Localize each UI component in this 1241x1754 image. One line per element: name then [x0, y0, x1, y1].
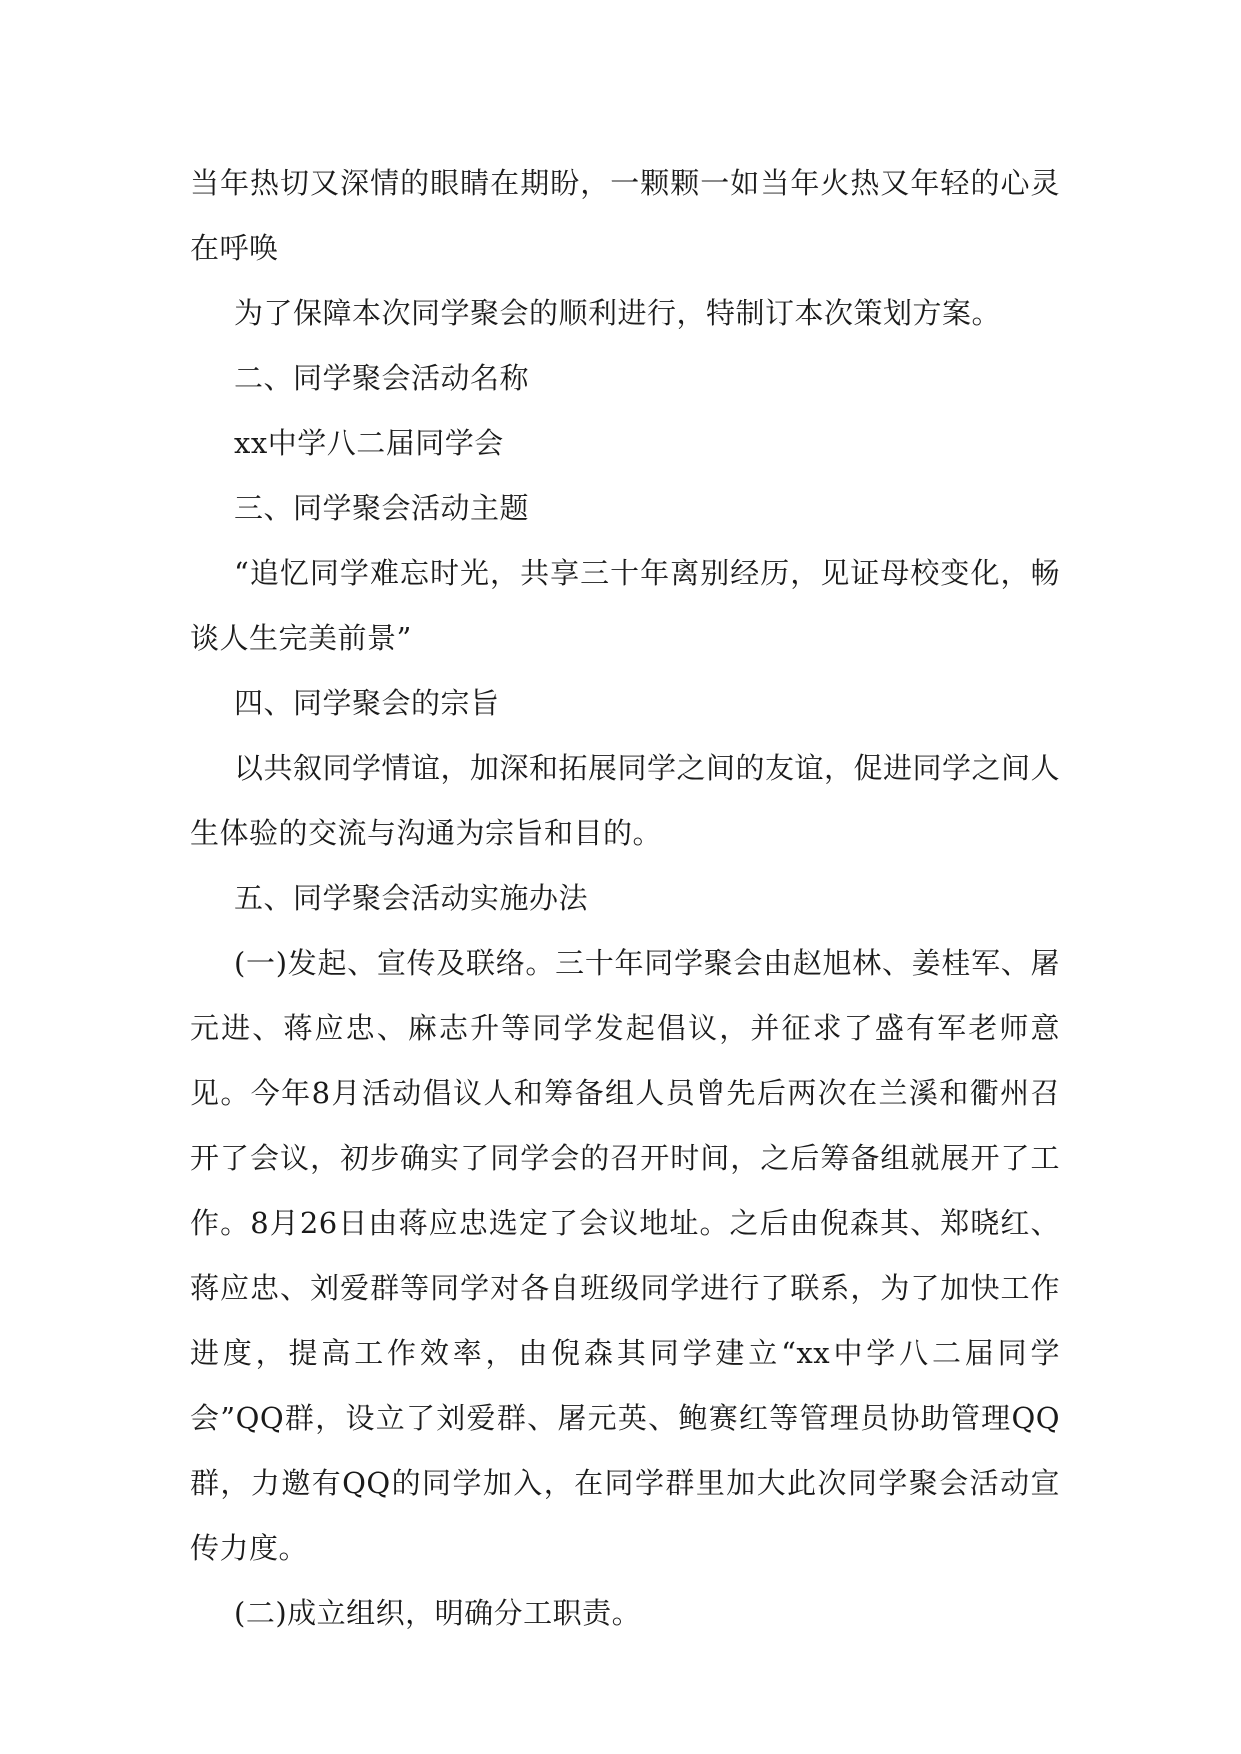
paragraph-organization: (二)成立组织，明确分工职责。	[234, 1596, 642, 1630]
section-heading-implementation: 五、同学聚会活动实施办法	[234, 881, 589, 915]
document-body	[190, 151, 1060, 1646]
paragraph-intro-continued: 当年热切又深情的眼睛在期盼，一颗颗一如当年火热又年轻的心灵在呼唤	[190, 166, 1060, 265]
paragraph-theme: “追忆同学难忘时光，共享三十年离别经历，见证母校变化，畅谈人生完美前景”	[190, 556, 1060, 655]
paragraph-event-name: xx中学八二届同学会	[234, 426, 504, 460]
paragraph-aim: 以共叙同学情谊，加深和拓展同学之间的友谊，促进同学之间人生体验的交流与沟通为宗旨和目的。	[190, 751, 1061, 850]
paragraph-initiation-publicity: (一)发起、宣传及联络。三十年同学聚会由赵旭林、姜桂军、屠元进、蒋应忠、麻志升等同学发起倡议，并征求了盛有军老师意见。今年8月活动倡议人和筹备组人员曾先后两次在兰溪和衢州召开了会议，初步确实了同学会的召开时间，之后筹备组就展开了工作。8月26日由蒋应忠选定了会议地址。之后由倪森其、郑晓红、蒋应忠、刘爱群等同学对各自班级同学进行了联系，为了加快工作进度，提高工作效率，由倪森其同学建立“xx中学八二届同学会”QQ群，设立了刘爱群、屠元英、鲍赛红等管理员协助管理QQ群，力邀有QQ的同学加入，在同学群里加大此次同学聚会活动宣传力度。	[190, 946, 1060, 1565]
section-heading-name: 二、同学聚会活动名称	[234, 361, 530, 395]
section-heading-aim: 四、同学聚会的宗旨	[234, 686, 500, 720]
paragraph-purpose: 为了保障本次同学聚会的顺利进行，特制订本次策划方案。	[234, 296, 1002, 330]
section-heading-theme: 三、同学聚会活动主题	[234, 491, 530, 525]
